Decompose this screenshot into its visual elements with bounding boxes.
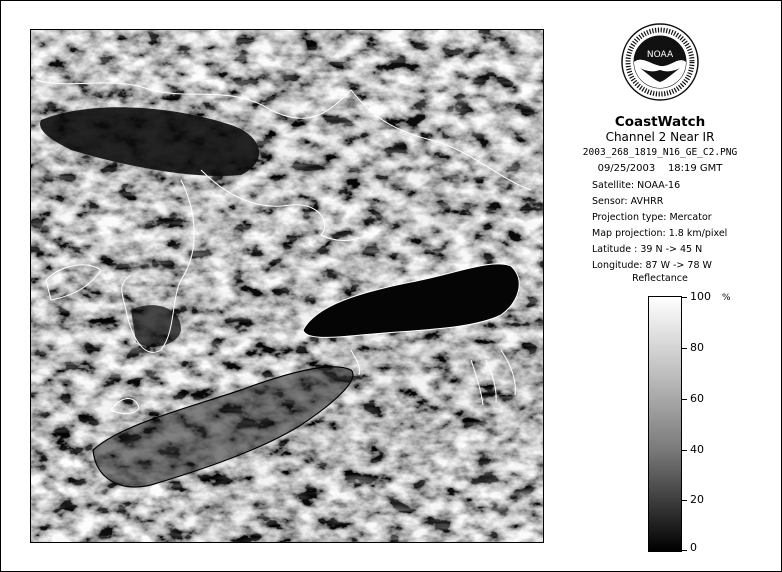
colorbar-tick-label: 0 (690, 541, 697, 554)
app-title: CoastWatch (614, 114, 706, 130)
satellite-image (30, 29, 544, 543)
longitude-info: Longitude: 87 W -> 78 W (592, 260, 712, 271)
time-text: 18:19 GMT (667, 163, 723, 174)
colorbar-tick-label: 100 (690, 290, 711, 303)
colorbar-tick (681, 500, 687, 501)
channel-subtitle: Channel 2 Near IR (605, 130, 715, 144)
reflectance-colorbar (648, 296, 682, 552)
colorbar-tick-label: 60 (690, 392, 704, 405)
colorbar-tick (681, 348, 687, 349)
noaa-logo-icon (620, 22, 700, 102)
satellite-map-svg (31, 30, 543, 542)
colorbar-label: Reflectance (632, 273, 688, 284)
file-name: 2003_268_1819_N16_GE_C2.PNG (582, 147, 738, 158)
sensor-info: Sensor: AVHRR (592, 196, 664, 207)
satellite-info: Satellite: NOAA-16 (592, 180, 681, 191)
date-text: 09/25/2003 (597, 163, 656, 174)
latitude-info: Latitude : 39 N -> 45 N (592, 244, 703, 255)
date-time (560, 163, 760, 174)
colorbar-tick (681, 399, 687, 400)
colorbar-unit: % (722, 293, 731, 303)
colorbar-tick (681, 550, 687, 551)
colorbar-tick-label: 80 (690, 341, 704, 354)
colorbar-tick-label: 40 (690, 443, 704, 456)
colorbar-tick-label: 20 (690, 493, 704, 506)
colorbar-tick (681, 297, 687, 298)
map-projection-info: Map projection: 1.8 km/pixel (592, 228, 728, 239)
svg-text:NOAA: NOAA (646, 50, 674, 60)
noaa-logo (620, 22, 700, 102)
colorbar-tick (681, 450, 687, 451)
projection-type-info: Projection type: Mercator (592, 212, 712, 223)
